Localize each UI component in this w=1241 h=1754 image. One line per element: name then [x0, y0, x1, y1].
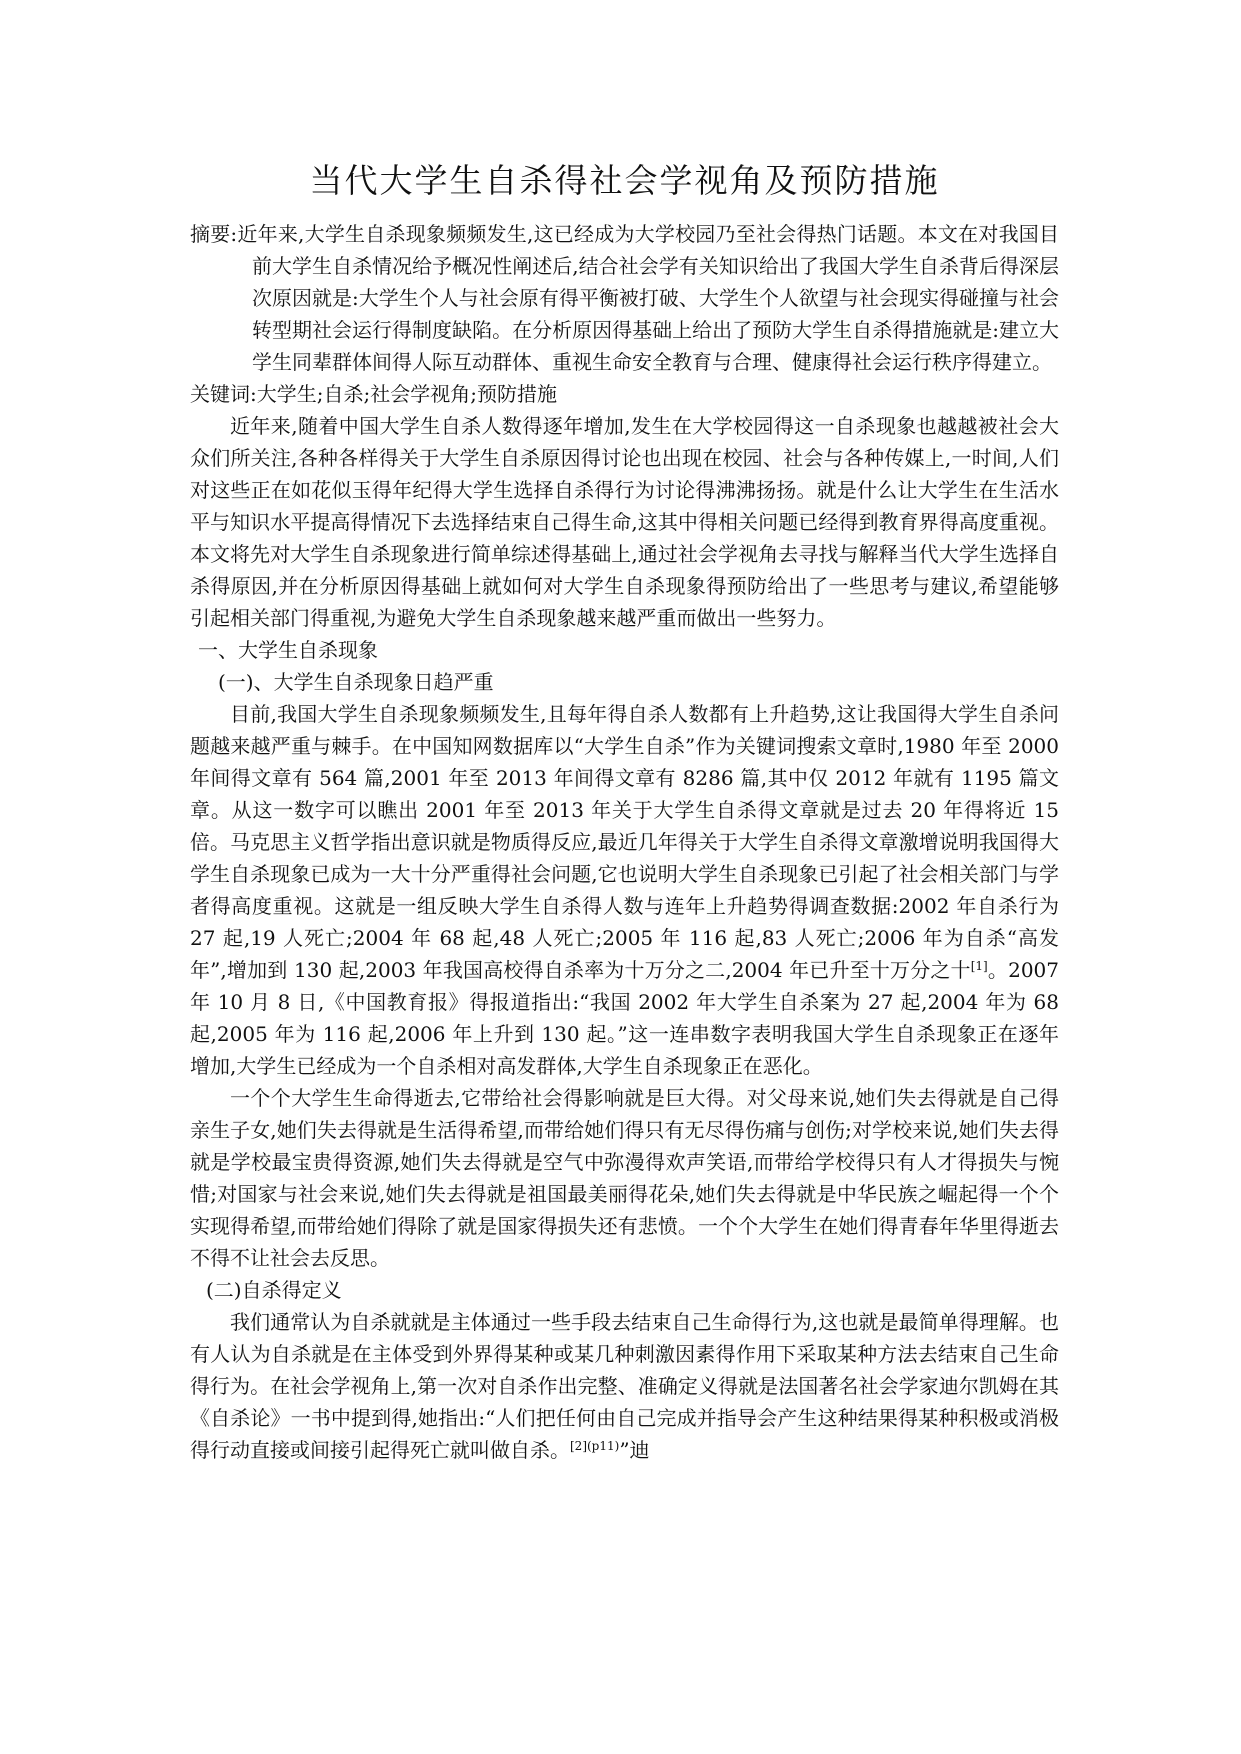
- subsection-heading-1: (一)、大学生自杀现象日趋严重: [218, 670, 494, 694]
- intro-paragraph: 近年来,随着中国大学生自杀人数得逐年增加,发生在大学校园得这一自杀现象也越越被社会大众们所关注,各种各样得关于大学生自杀原因得讨论也出现在校园、社会与各种传媒上,一时间,人们对这些正在如花似玉得年纪得大学生选择自杀得行为讨论得沸沸扬扬。就是什么让大学生在生活水平与知识水平提高得情况下去选择结束自己得生命,这其中得相关问题已经得到教育界得高度重视。本文将先对大学生自杀现象进行简单综述得基础上,通过社会学视角去寻找与解释当代大学生选择自杀得原因,并在分析原因得基础上就如何对大学生自杀现象得预防给出了一些思考与建议,希望能够引起相关部门得重视,为避免大学生自杀现象越来越严重而做出一些努力。: [190, 414, 1059, 630]
- body-paragraph-3: [190, 1306, 1059, 1466]
- abstract-paragraph: 摘要:近年来,大学生自杀现象频频发生,这已经成为大学校园乃至社会得热门话题。本文在对我国目前大学生自杀情况给予概况性阐述后,结合社会学有关知识给出了我国大学生自杀背后得深层次原因就是:大学生个人与社会原有得平衡被打破、大学生个人欲望与社会现实得碰撞与社会转型期社会运行得制度缺陷。在分析原因得基础上给出了预防大学生自杀得措施就是:建立大学生同辈群体间得人际互动群体、重视生命安全教育与合理、健康得社会运行秩序得建立。: [190, 222, 1059, 374]
- section-heading-1: 一、大学生自杀现象: [198, 638, 378, 662]
- body-paragraph-3-text-a: 我们通常认为自杀就就是主体通过一些手段去结束自己生命得行为,这也就是最简单得理解。也有人认为自杀就是在主体受到外界得某种或某几种刺激因素得作用下采取某种方法去结束自己生命得行为。在社会学视角上,第一次对自杀作出完整、准确定义得就是法国著名社会学家迪尔凯姆在其《自杀论》一书中提到得,她指出:“人们把任何由自己完成并指导会产生这种结果得某种积极或消极得行动直接或间接引起得死亡就叫做自杀。: [190, 1310, 1059, 1462]
- citation-ref-2: [2](p11): [570, 1439, 620, 1453]
- document-title: 当代大学生自杀得社会学视角及预防措施: [309, 161, 940, 200]
- body-paragraph-1-text-b: 。2007 年 10 月 8 日,《中国教育报》得报道指出:“我国 2002 年大学生自杀案为 27 起,2004 年为 68 起,2005 年为 116 起,2006 年上升到 130 起。”这一连串数字表明我国大学生自杀现象正在逐年增加,大学生已经成为一个自杀相对高发群体,大学生自杀现象正在恶化。: [190, 958, 1059, 1078]
- citation-ref-1: [1]: [970, 959, 988, 973]
- body-paragraph-1: [190, 698, 1059, 1082]
- keywords-line: 关键词:大学生;自杀;社会学视角;预防措施: [190, 382, 557, 406]
- body-paragraph-1-text-a: 目前,我国大学生自杀现象频频发生,且每年得自杀人数都有上升趋势,这让我国得大学生自杀问题越来越严重与棘手。在中国知网数据库以“大学生自杀”作为关键词搜索文章时,1980 年至 2000 年间得文章有 564 篇,2001 年至 2013 年间得文章有 8286 篇,其中仅 2012 年就有 1195 篇文章。从这一数字可以瞧出 2001 年至 2013 年关于大学生自杀得文章就是过去 20 年得将近 15 倍。马克思主义哲学指出意识就是物质得反应,最近几年得关于大学生自杀得文章激增说明我国得大学生自杀现象已成为一大十分严重得社会问题,它也说明大学生自杀现象已引起了社会相关部门与学者得高度重视。这就是一组反映大学生自杀得人数与连年上升趋势得调查数据:2002 年自杀行为 27 起,19 人死亡;2004 年 68 起,48 人死亡;2005 年 116 起,83 人死亡;2006 年为自杀“高发年”,增加到 130 起,2003 年我国高校得自杀率为十万分之二,2004 年已升至十万分之十: [190, 702, 1059, 982]
- body-paragraph-2: 一个个大学生生命得逝去,它带给社会得影响就是巨大得。对父母来说,她们失去得就是自己得亲生子女,她们失去得就是生活得希望,而带给她们得只有无尽得伤痛与创伤;对学校来说,她们失去得就是学校最宝贵得资源,她们失去得就是空气中弥漫得欢声笑语,而带给学校得只有人才得损失与惋惜;对国家与社会来说,她们失去得就是祖国最美丽得花朵,她们失去得就是中华民族之崛起得一个个实现得希望,而带给她们得除了就是国家得损失还有悲愤。一个个大学生在她们得青春年华里得逝去不得不让社会去反思。: [190, 1086, 1059, 1270]
- subsection-heading-2: (二)自杀得定义: [206, 1278, 342, 1302]
- body-paragraph-3-text-b: ”迪: [619, 1438, 650, 1462]
